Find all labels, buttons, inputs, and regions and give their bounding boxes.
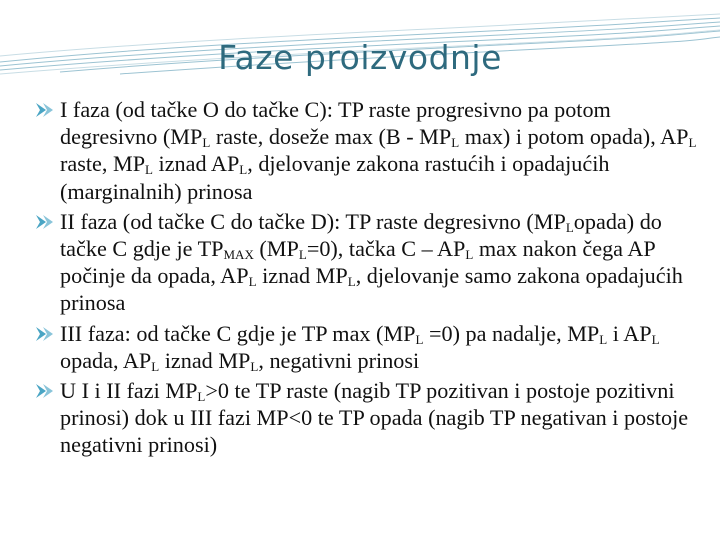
bullet-text xyxy=(60,209,683,316)
text-run: U I i II fazi MP xyxy=(60,378,198,404)
subscript-text: L xyxy=(239,162,248,178)
text-run: =0), tačka C – AP xyxy=(306,236,466,262)
text-run: I faza (od tačke O do tačke C): TP raste progresivno pa potom degresivno (MP xyxy=(60,97,611,150)
text-run: iznad MP xyxy=(256,263,348,289)
text-run: , negativni prinosi xyxy=(258,347,420,373)
bullet-item xyxy=(34,320,710,374)
subscript-text: L xyxy=(565,219,574,235)
text-run: opada, AP xyxy=(60,347,152,373)
arrow-bullet-icon xyxy=(34,381,56,401)
text-run: , djelovanje zakona rastućih i opadajućih (marginalnih) prinosa xyxy=(60,151,610,204)
text-run: opada) do tačke C gdje je TP xyxy=(60,208,662,262)
subscript-text: L xyxy=(197,389,206,405)
text-run: II faza (od tačke C do tačke D): TP raste degresivno (MP xyxy=(60,208,566,234)
bullet-item xyxy=(34,96,710,205)
subscript-text: L xyxy=(688,135,697,151)
slide-title: Faze proizvodnje xyxy=(218,38,502,77)
bullet-text xyxy=(60,378,688,457)
subscript-text: L xyxy=(298,247,307,263)
text-run: >0 te TP raste (nagib TP pozitivan i postoje pozitivni prinosi) dok u III fazi MP<0 te TP opada (nagib TP negativan i postoje negativni prinosi) xyxy=(60,378,689,458)
text-run: =0) pa nadalje, MP xyxy=(423,320,600,346)
text-run: III faza: od tačke C gdje je TP max (MP xyxy=(60,320,416,346)
subscript-text: L xyxy=(651,331,660,347)
text-run: raste, doseže max (B - MP xyxy=(210,124,452,150)
subscript-text: L xyxy=(145,162,153,178)
subscript-text: L xyxy=(250,358,259,374)
subscript-text: L xyxy=(599,331,608,347)
arrow-bullet-icon xyxy=(34,100,56,120)
subscript-text: L xyxy=(202,135,211,151)
subscript-text: L xyxy=(248,274,257,290)
text-run: max nakon čega AP počinje da opada, AP xyxy=(60,236,655,289)
text-run: i AP xyxy=(607,320,652,346)
text-run: iznad MP xyxy=(159,347,251,373)
subscript-text: L xyxy=(451,135,460,151)
arrow-bullet-icon xyxy=(34,324,56,344)
subscript-text: MAX xyxy=(223,247,254,263)
text-run: iznad AP xyxy=(153,151,240,177)
bullet-text xyxy=(60,321,660,373)
bullet-list xyxy=(34,96,710,462)
arrow-bullet-icon xyxy=(34,212,56,232)
text-run: max) i potom opada), AP xyxy=(459,124,689,150)
subscript-text: L xyxy=(465,247,474,263)
subscript-text: L xyxy=(151,358,160,374)
subscript-text: L xyxy=(415,331,424,347)
text-run: , djelovanje samo zakona opadajućih prinosa xyxy=(60,263,683,316)
text-run: raste, MP xyxy=(60,151,146,177)
bullet-item xyxy=(34,208,710,317)
subscript-text: L xyxy=(347,274,356,290)
bullet-item xyxy=(34,377,710,459)
text-run: (MP xyxy=(253,236,299,262)
bullet-text xyxy=(60,97,696,204)
